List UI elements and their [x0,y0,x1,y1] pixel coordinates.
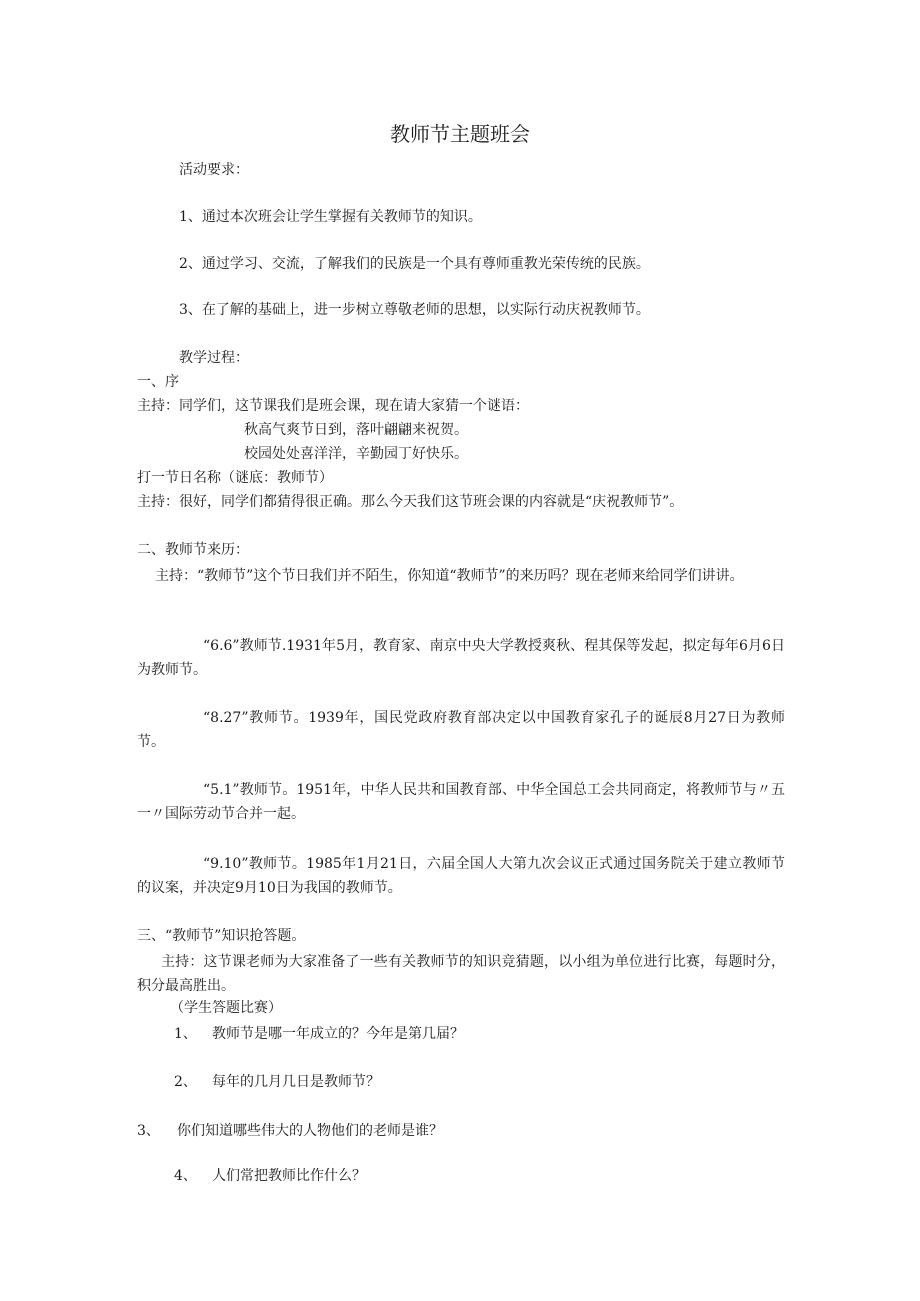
history-paragraph: “9.10”教师节。1985年1月21日，六届全国人大第九次会议正式通过国务院关于建立教师节的议案，并决定9月10日为我国的教师节。 [137,856,785,896]
question-number: 2、 [174,1074,197,1090]
section-heading: 二、教师节来历： [137,542,249,558]
host-paragraph: 主持：“教师节”这个节日我们并不陌生，你知道“教师节”的来历吗？现在老师来给同学们讲讲。 [155,568,744,584]
page-title: 教师节主题班会 [390,122,530,146]
question-number: 1、 [174,1026,197,1042]
question-number: 4、 [174,1168,197,1184]
contest-note: （学生答题比赛） [170,1000,282,1016]
history-paragraph: “8.27”教师节。1939年，国民党政府教育部决定以中国教育家孔子的诞辰8月27日为教师节。 [137,710,785,750]
riddle-line: 秋高气爽节日到，落叶翩翩来祝贺。 [244,422,468,438]
process-heading: 教学过程： [179,350,249,366]
section-heading: 三、“教师节”知识抢答题。 [137,928,306,944]
requirement-item: 2、通过学习、交流，了解我们的民族是一个具有尊师重教光荣传统的民族。 [179,256,650,272]
host-line: 主持：很好，同学们都猜得很正确。那么今天我们这节班会课的内容就是“庆祝教师节”。 [137,494,684,510]
question-text: 每年的几月几日是教师节？ [212,1074,380,1090]
question-number: 3、 [137,1123,160,1139]
history-paragraph: “5.1”教师节。1951年，中华人民共和国教育部、中华全国总工会共同商定，将教师节与〃五一〃国际劳动节合并一起。 [137,782,785,822]
question-text: 你们知道哪些伟大的人物他们的老师是谁？ [177,1123,443,1139]
host-line: 主持：同学们，这节课我们是班会课，现在请大家猜一个谜语： [137,398,529,414]
requirements-heading: 活动要求： [179,162,249,178]
section-heading: 一、序 [137,374,179,390]
history-paragraph: “6.6”教师节.1931年5月，教育家、南京中央大学教授爽秋、程其保等发起，拟定每年6月6日为教师节。 [137,638,785,678]
host-paragraph: 主持：这节课老师为大家准备了一些有关教师节的知识竞猜题，以小组为单位进行比赛，每题时分，积分最高胜出。 [137,954,785,994]
question-text: 教师节是哪一年成立的？今年是第几届？ [212,1026,464,1042]
question-text: 人们常把教师比作什么？ [212,1168,366,1184]
requirement-item: 3、在了解的基础上，进一步树立尊敬老师的思想，以实际行动庆祝教师节。 [179,302,650,318]
requirement-item: 1、通过本次班会让学生掌握有关教师节的知识。 [179,209,482,225]
riddle-line: 校园处处喜洋洋，辛勤园丁好快乐。 [244,446,468,462]
riddle-hint: 打一节日名称（谜底：教师节） [137,470,333,486]
